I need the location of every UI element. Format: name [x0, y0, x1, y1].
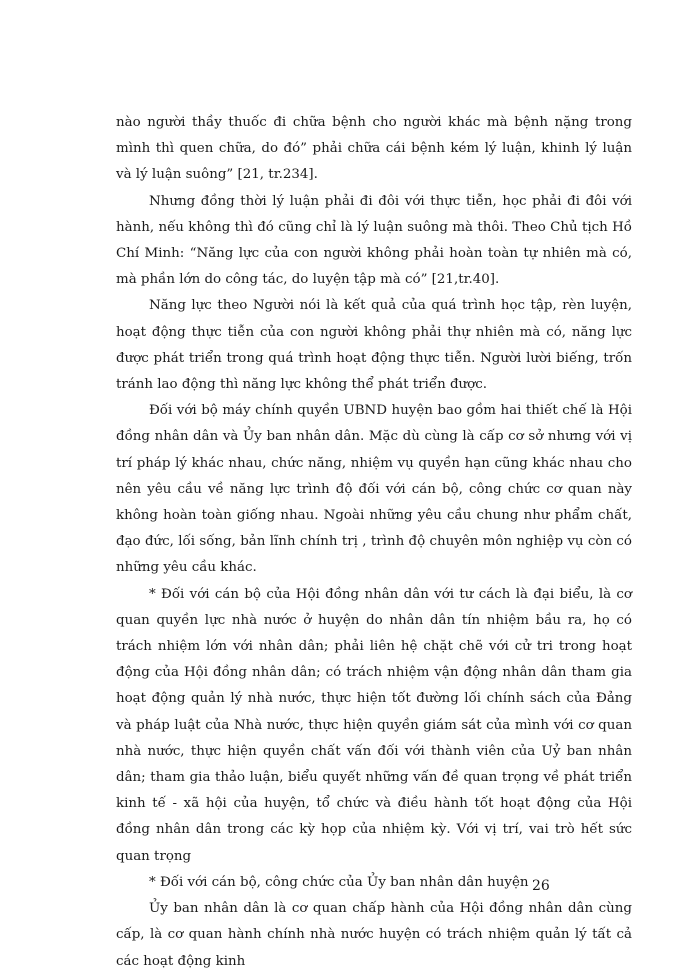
- paragraph-4: Đối với bộ máy chính quyền UBND huyện bao gồm hai thiết chế là Hội đồng nhân dân và Ủy ban nhân dân. Mặc dù cùng là cấp cơ sở nhưng với vị trí pháp lý khác nhau, chức năng, nhiệm vụ quyền hạn cũng khác nhau cho nên yêu cầu về năng lực trình độ đối với cán bộ, công chức cơ quan này không hoàn toàn giống nhau. Ngoài những yêu cầu chung như phẩm chất, đạo đức, lối sống, bản lĩnh chính trị , trình độ chuyên môn nghiệp vụ còn có những yêu cầu khác.: [116, 403, 632, 576]
- paragraph-6: * Đối với cán bộ, công chức của Ủy ban nhân dân huyện: [149, 874, 529, 890]
- page-number: 26: [532, 878, 550, 894]
- paragraph-3: Năng lực theo Người nói là kết quả của quá trình học tập, rèn luyện, hoạt động thực tiễn của con người không phải thự nhiên mà có, năng lực được phát triển trong quá trình hoạt động thực tiễn. Người lười biếng, trốn tránh lao động thì năng lực không thể phát triển được.: [116, 298, 632, 393]
- paragraph-5: * Đối với cán bộ của Hội đồng nhân dân với tư cách là đại biểu, là cơ quan quyền lực nhà nước ở huyện do nhân dân tín nhiệm bầu ra, họ có trách nhiệm lớn với nhân dân; phải liên hệ chặt chẽ với cử tri trong hoạt động của Hội đồng nhân dân; có trách nhiệm vận động nhân dân tham gia hoạt động quản lý nhà nước, thực hiện tốt đường lối chính sách của Đảng và pháp luật của Nhà nước, thực hiện quyền giám sát của mình với cơ quan nhà nước, thực hiện quyền chất vấn đối với thành viên của Uỷ ban nhân dân; tham gia thảo luận, biểu quyết những vấn đề quan trọng về phát triển kinh tế - xã hội của huyện, tổ chức và điều hành tốt hoạt động của Hội đồng nhân dân trong các kỳ họp của nhiệm kỳ. Với vị trí, vai trò hết sức quan trọng: [116, 586, 632, 864]
- text-body: [116, 110, 632, 975]
- paragraph-1: nào người thầy thuốc đi chữa bệnh cho người khác mà bệnh nặng trong mình thì quen chữa, do đó” phải chữa cái bệnh kém lý luận, khinh lý luận và lý luận suông” [21, tr.234].: [116, 115, 632, 183]
- paragraph-2: Nhưng đồng thời lý luận phải đi đôi với thực tiễn, học phải đi đôi với hành, nếu không thì đó cũng chỉ là lý luận suông mà thôi. Theo Chủ tịch Hồ Chí Minh: “Năng lực của con người không phải hoàn toàn tự nhiên mà có, mà phần lớn do công tác, do luyện tập mà có” [21,tr.40].: [116, 193, 632, 288]
- paragraph-7: Ủy ban nhân dân là cơ quan chấp hành của Hội đồng nhân dân cùng cấp, là cơ quan hành chính nhà nước huyện có trách nhiệm quản lý tất cả các hoạt động kinh: [116, 901, 632, 969]
